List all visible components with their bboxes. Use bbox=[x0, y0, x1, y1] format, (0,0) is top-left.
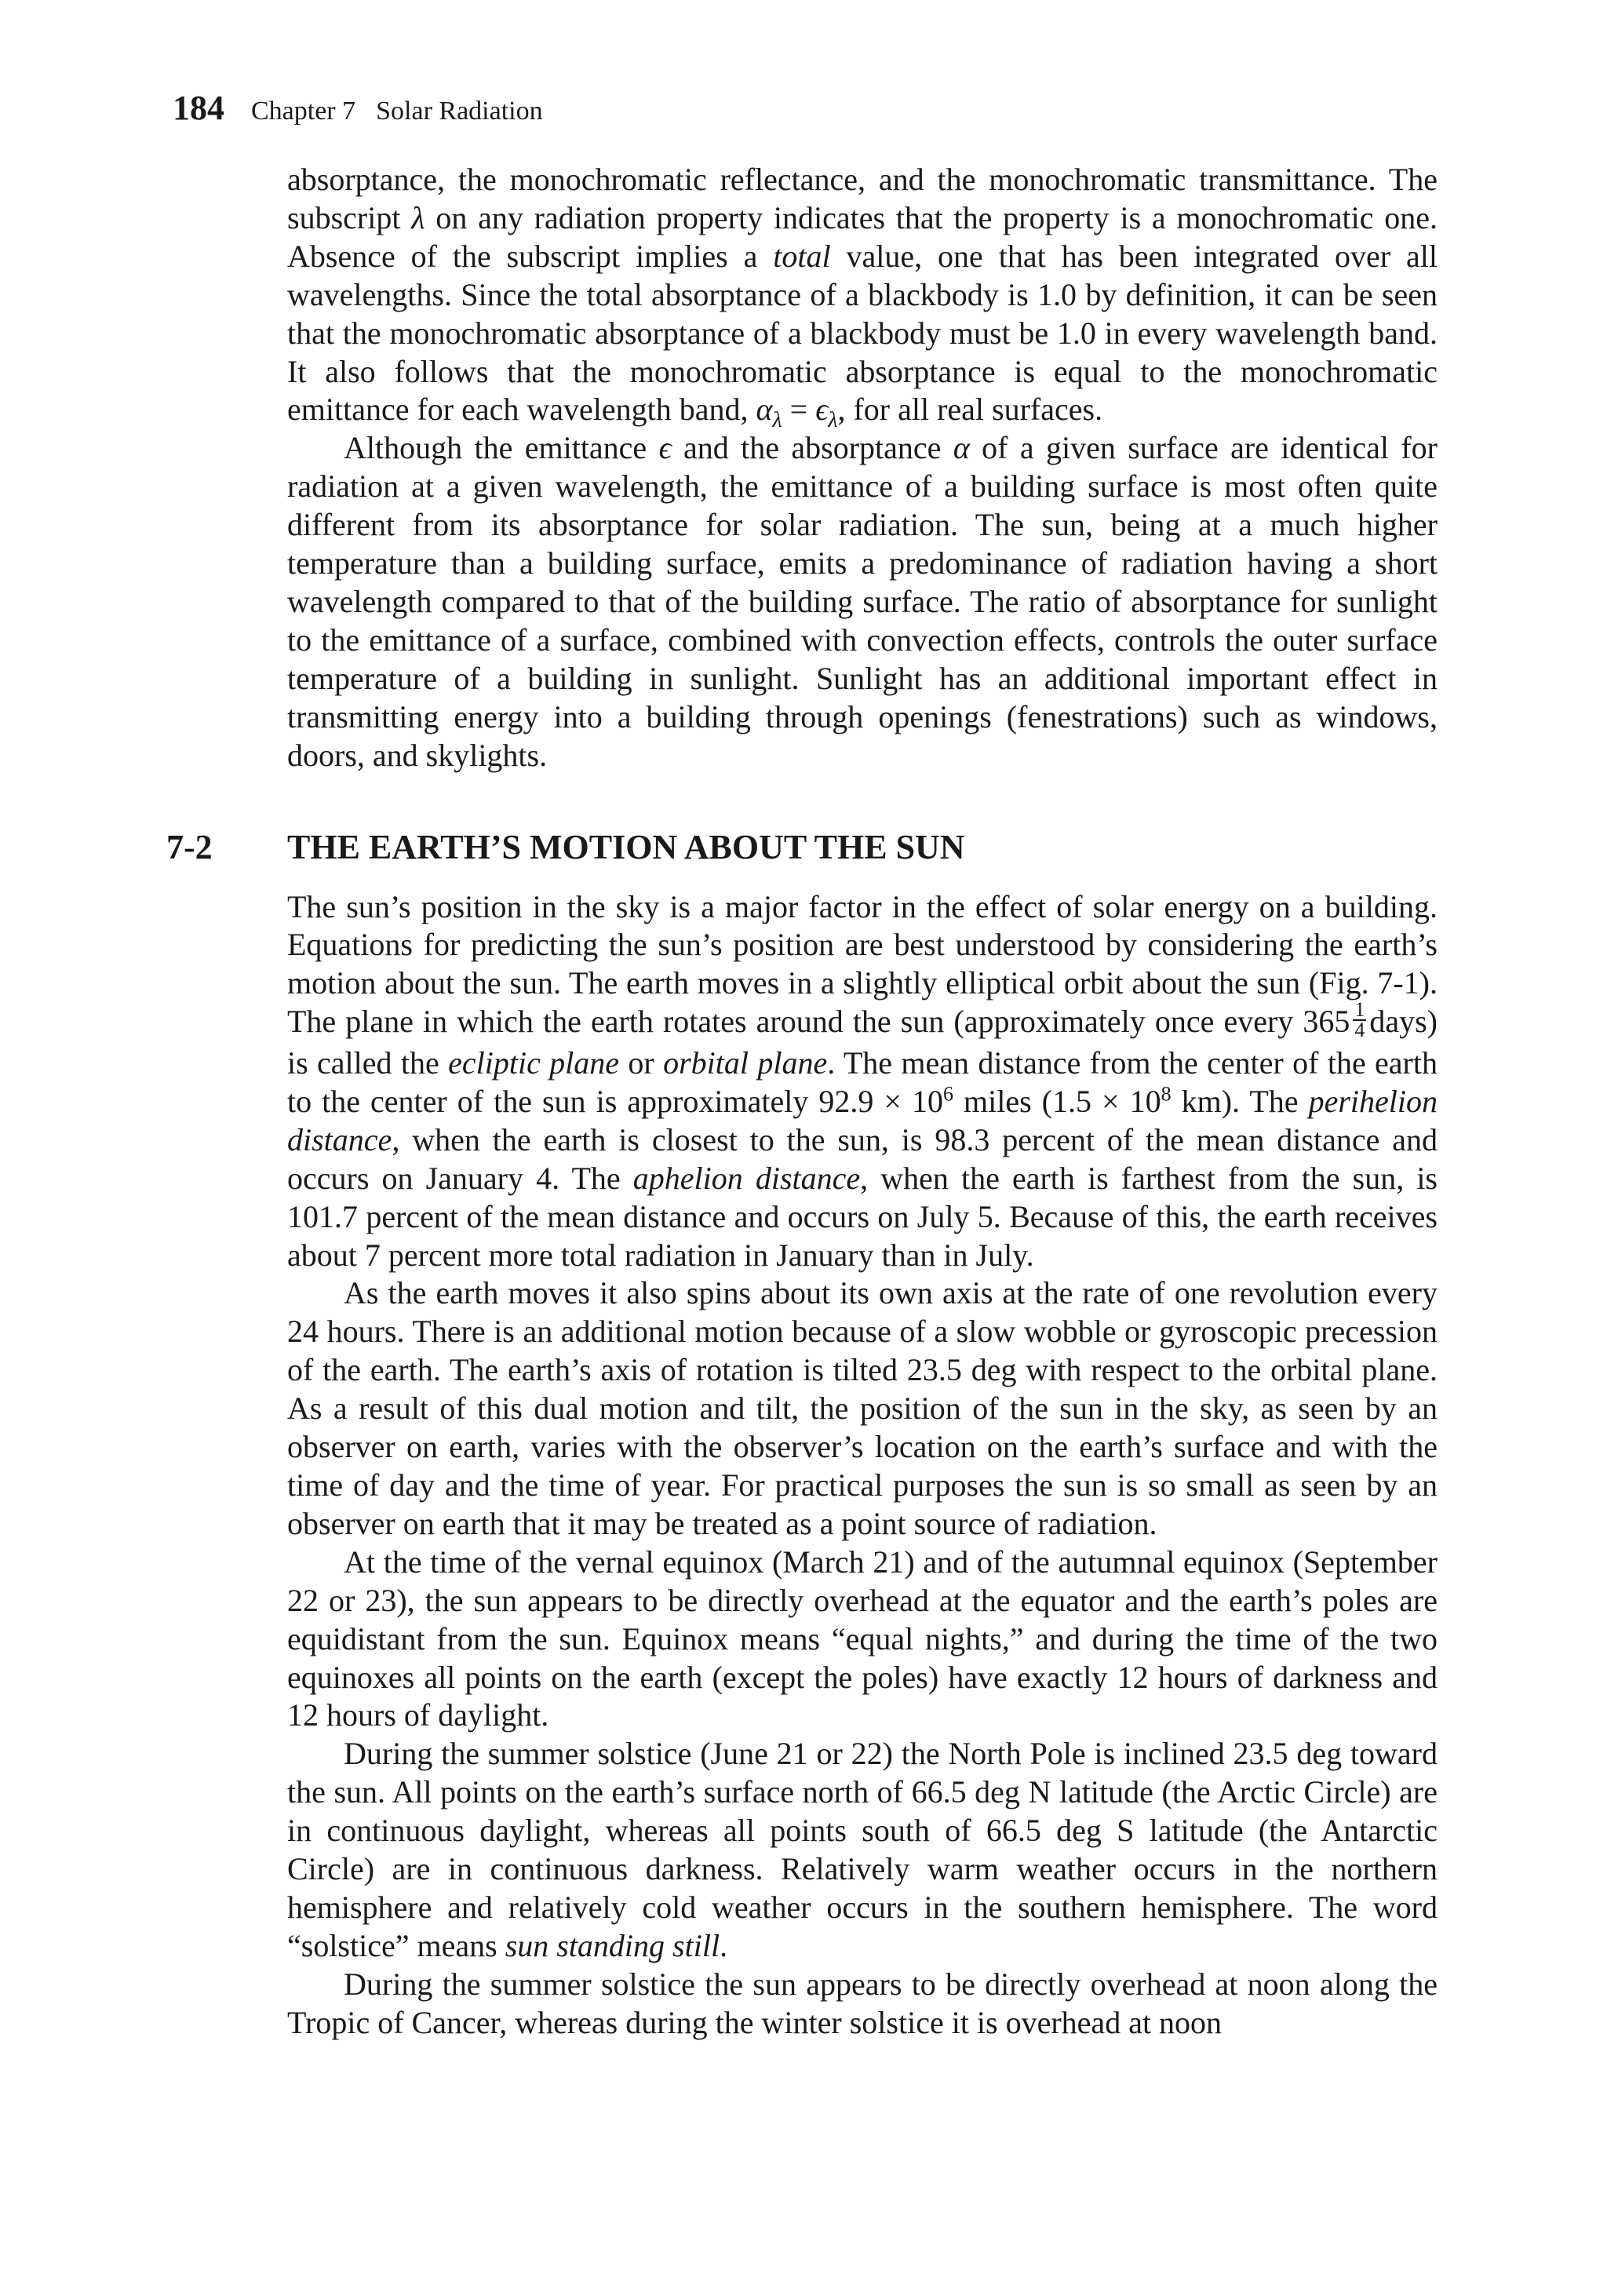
chapter-label: Chapter 7 bbox=[251, 97, 356, 126]
paragraph-2 bbox=[287, 429, 1438, 774]
symbol-lambda: λ bbox=[411, 199, 425, 235]
text-run: , when the earth is farthest from the sun, is 101.7 percent of the mean distance and occurs on July 5. Because of this, the earth receives about 7 percent more total radiation in January than in July. bbox=[287, 1160, 1438, 1273]
section-number: 7-2 bbox=[166, 827, 213, 866]
text-run: or bbox=[619, 1045, 664, 1081]
fraction-denominator: 4 bbox=[1354, 1019, 1365, 1042]
text-run: , for all real surfaces. bbox=[837, 392, 1103, 428]
emphasis-ecliptic-plane: ecliptic plane bbox=[448, 1045, 620, 1081]
paragraph-1 bbox=[287, 161, 1438, 433]
page-number: 184 bbox=[173, 89, 224, 127]
section-heading bbox=[166, 827, 1438, 873]
exponent-8: 8 bbox=[1161, 1082, 1172, 1106]
emphasis-orbital-plane: orbital plane bbox=[663, 1045, 828, 1081]
paragraph-7: During the summer solstice the sun appears to be directly overhead at noon along the Tropic of Cancer, whereas during the winter solstice it is overhead at noon bbox=[287, 1966, 1438, 2040]
text-run: km). The bbox=[1171, 1083, 1309, 1119]
text-run: value, one that has been integrated over all wavelengths. Since the total absorptance of a blackbody is 1.0 by definition, it can be seen that the monochromatic absorptance of a blackbody must be 1.0 in every wavelength band. It also follows that the monochromatic absorptance is equal to the monochromatic emittance for each wavelength band, bbox=[287, 238, 1438, 428]
subscript-lambda: λ bbox=[772, 408, 782, 433]
exponent-6: 6 bbox=[942, 1082, 953, 1106]
fraction-one-quarter bbox=[1353, 1000, 1366, 1040]
text-run: and the absorptance bbox=[671, 430, 953, 466]
fraction-numerator: 1 bbox=[1354, 998, 1365, 1022]
symbol-epsilon: ϵ bbox=[815, 392, 829, 428]
text-run: on any radiation property indicates that the property is a monochromatic one. Absence of the subscript implies a bbox=[287, 199, 1438, 274]
section-title: THE EARTH’S MOTION ABOUT THE SUN bbox=[287, 827, 965, 866]
symbol-epsilon: ϵ bbox=[658, 430, 672, 466]
text-run: of a given surface are identical for radiation at a given wavelength, the emittance of a building surface is most often quite different from its absorptance for solar radiation. The sun, being at a much higher temperature than a building surface, emits a predominance of radiation having a short wavelength compared to that of the building surface. The ratio of absorptance for sunlight to the emittance of a surface, combined with convection effects, controls the outer surface temperature of a building in sunlight. Sunlight has an additional important effect in transmitting energy into a building through openings (fenestrations) such as windows, doors, and skylights. bbox=[287, 430, 1438, 773]
text-run: days) is called the bbox=[287, 1004, 1438, 1081]
chapter-title: Solar Radiation bbox=[376, 97, 543, 126]
equals-sign: = bbox=[782, 392, 816, 428]
emphasis-perihelion-distance: perihelion distance bbox=[287, 1083, 1438, 1157]
symbol-alpha: α bbox=[953, 430, 970, 466]
text-run: During the summer solstice (June 21 or 22) the North Pole is inclined 23.5 deg toward the sun. All points on the earth’s surface north of 66.5 deg N latitude (the Arctic Circle) are in continuous daylight, whereas all points south of 66.5 deg S latitude (the Antarctic Circle) are in continuous darkness. Relatively warm weather occurs in the northern hemisphere and relatively cold weather occurs in the southern hemisphere. The word “solstice” means bbox=[287, 1736, 1438, 1963]
running-header bbox=[173, 88, 543, 135]
text-run: . bbox=[720, 1927, 728, 1963]
text-run: absorptance, the monochromatic reflectance, and the monochromatic transmittance. The subscript bbox=[287, 162, 1438, 235]
paragraph-3 bbox=[287, 888, 1438, 1275]
subscript-lambda: λ bbox=[828, 408, 838, 433]
page-body bbox=[166, 161, 1438, 2043]
symbol-alpha: α bbox=[756, 392, 773, 428]
text-run: , when the earth is closest to the sun, is 98.3 percent of the mean distance and occurs on January 4. The bbox=[287, 1121, 1438, 1196]
paragraph-5: At the time of the vernal equinox (March 21) and of the autumnal equinox (September 22 or 23), the sun appears to be directly overhead at the equator and the earth’s poles are equidistant from the sun. Equinox means “equal nights,” and during the time of the two equinoxes all points on the earth (except the poles) have exactly 12 hours of darkness and 12 hours of daylight. bbox=[287, 1543, 1438, 1733]
paragraph-4: As the earth moves it also spins about its own axis at the rate of one revolution every 24 hours. There is an additional motion because of a slow wobble or gyroscopic precession of the earth. The earth’s axis of rotation is tilted 23.5 deg with respect to the orbital plane. As a result of this dual motion and tilt, the position of the sun in the sky, as seen by an observer on earth, varies with the observer’s location on the earth’s surface and with the time of day and the time of year. For practical purposes the sun is so small as seen by an observer on earth that it may be treated as a point source of radiation. bbox=[287, 1275, 1438, 1541]
text-run: Although the emittance bbox=[344, 430, 659, 466]
text-run: miles (1.5 × 10 bbox=[953, 1083, 1161, 1119]
emphasis-aphelion-distance: aphelion distance bbox=[632, 1160, 861, 1196]
emphasis-total: total bbox=[773, 238, 831, 274]
text-run: . The mean distance from the center of the earth to the center of the sun is approximately 92.9 × 10 bbox=[287, 1045, 1438, 1119]
paragraph-6 bbox=[287, 1735, 1438, 1965]
text-run: The sun’s position in the sky is a major factor in the effect of solar energy on a building. Equations for predicting the sun’s position are best understood by considering the earth’s motion about the sun. The earth moves in a slightly elliptical orbit about the sun (Fig. 7-1). The plane in which the earth rotates around the sun (approximately once every 365 bbox=[287, 888, 1438, 1040]
emphasis-sun-standing-still: sun standing still bbox=[505, 1927, 720, 1963]
